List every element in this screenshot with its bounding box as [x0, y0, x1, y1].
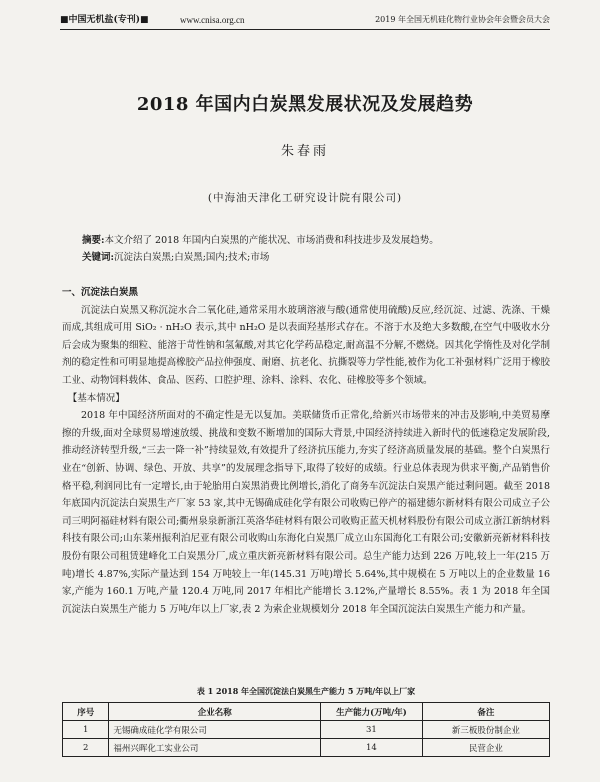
conference-name: 2019 年全国无机硅化物行业协会年会暨会员大会	[375, 15, 550, 24]
table-cell: 1	[63, 721, 109, 739]
table-header-cell: 序号	[63, 703, 109, 721]
table-cell: 新三板股份制企业	[422, 721, 549, 739]
table-header-row	[63, 703, 550, 721]
abstract-text: 本文介绍了 2018 年国内白炭黑的产能状况、市场消费和科技进步及发展趋势。	[104, 235, 439, 246]
subsection-heading: 【基本情况】	[67, 392, 125, 404]
abstract-block	[82, 232, 552, 266]
abstract-label: 摘要:	[82, 235, 105, 246]
table-row	[63, 739, 550, 757]
paper-title: 2018 年国内白炭黑发展状况及发展趋势	[136, 94, 474, 115]
author-affiliation: (中海油天津化工研究设计院有限公司)	[207, 192, 403, 204]
table-caption: 表 1 2018 年全国沉淀法白炭黑生产能力 5 万吨/年以上厂家	[196, 686, 416, 696]
table-header-cell: 生产能力(万吨/年)	[321, 703, 423, 721]
header-rule	[60, 29, 550, 30]
table-header-cell: 备注	[422, 703, 549, 721]
table-cell: 14	[321, 739, 423, 757]
running-header	[60, 12, 550, 28]
keywords-line	[82, 249, 552, 266]
journal-name: ■中国无机盐(专刊)■	[60, 15, 149, 25]
table-row	[63, 721, 550, 739]
section-intro-paragraph: 沉淀法白炭黑又称沉淀水合二氧化硅,通常采用水玻璃溶液与酸(通常使用硫酸)反应,经沉淀、过滤、洗涤、干燥而成,其组成可用 SiO₂ · nH₂O 表示,其中 nH₂O 是以表面羟基形式存在。不溶于水及绝大多数酸,在空气中吸收水分后会成为聚集的细粒、能溶于苛性钠和氢氟酸,对其它化学药品稳定,耐高温不分解,不燃烧。因其化学惰性及对化学制剂的稳定性和可明显地提高橡胶产品拉伸强度、耐磨、抗老化、抗撕裂等力学性能,被作为化工补强材料广泛用于橡胶工业、动物饲料载体、食品、医药、口腔护理、涂料、涂料、农化、硅橡胶等多个领域。	[62, 304, 550, 386]
author-name: 朱春雨	[280, 144, 329, 159]
abstract-line	[82, 232, 552, 249]
keywords-text: 沉淀法白炭黑;白炭黑;国内;技术;市场	[114, 252, 270, 263]
journal-url[interactable]: www.cnisa.org.cn	[180, 15, 245, 25]
section-heading: 一、沉淀法白炭黑	[62, 287, 139, 298]
table-cell: 无锡确成硅化学有限公司	[109, 721, 321, 739]
table-cell: 31	[321, 721, 423, 739]
table-cell: 民营企业	[422, 739, 549, 757]
capacity-table	[62, 702, 550, 757]
keywords-label: 关键词:	[82, 252, 115, 263]
table-cell: 福州兴晖化工实业公司	[109, 739, 321, 757]
body-text	[62, 284, 550, 618]
table-cell: 2	[63, 739, 109, 757]
table-header-cell: 企业名称	[109, 703, 321, 721]
basic-situation-paragraph: 2018 年中国经济所面对的不确定性是无以复加。美联储货币正常化,给新兴市场带来的冲击及影响,中美贸易摩擦的升级,面对全球贸易增速放缓、挑战和变数不断增加的国际大背景,中国经济持续进入新时代的低速稳定发展阶段,推动经济转型升级,“三去一降一补”持续显效,有效提升了经济抗压能力,夯实了经济高质量发展的基础。整个白炭黑行业在“创新、协调、绿色、开放、共享”的发展理念指导下,取得了较好的成绩。行业总体表现为供求平衡,产品销售价格平稳,利润同比有一定增长,由于轮胎用白炭黑消费比例增长,消化了商务车沉淀法白炭黑产能过剩问题。截至 2018 年底国内沉淀法白炭黑生产厂家 53 家,其中无锡确成硅化学有限公司收购已停产的福建德尔新材料有限公司成立子公司三明阿福硅材料有限公司;衢州泉泉新浙江英洛华硅材料有限公司收购正蓝天机材料股份有限公司成立浙江新纳材料科技有限公司;山东莱州振利泊尼亚有限公司收购山东海化白炭黑厂成立山东国海化工有限公司;安徽新亮新材料科技股份有限公司租赁建峰化工白炭黑分厂,成立重庆新亮新材料有限公司。总生产能力达到 226 万吨,较上一年(215 万吨)增长 4.87%,实际产量达到 154 万吨较上一年(145.31 万吨)增长 5.64%,其中规模在 5 万吨以上的企业数量 16 家,产能为 160.1 万吨,产量 120.4 万吨,同 2017 年相比产能增长 3.12%,产量增长 8.55%。表 1 为 2018 年全国沉淀法白炭黑生产能力 5 万吨/年以上厂家,表 2 为索企业规模划分 2018 年全国沉淀法白炭黑生产能力和产量。	[62, 410, 550, 615]
